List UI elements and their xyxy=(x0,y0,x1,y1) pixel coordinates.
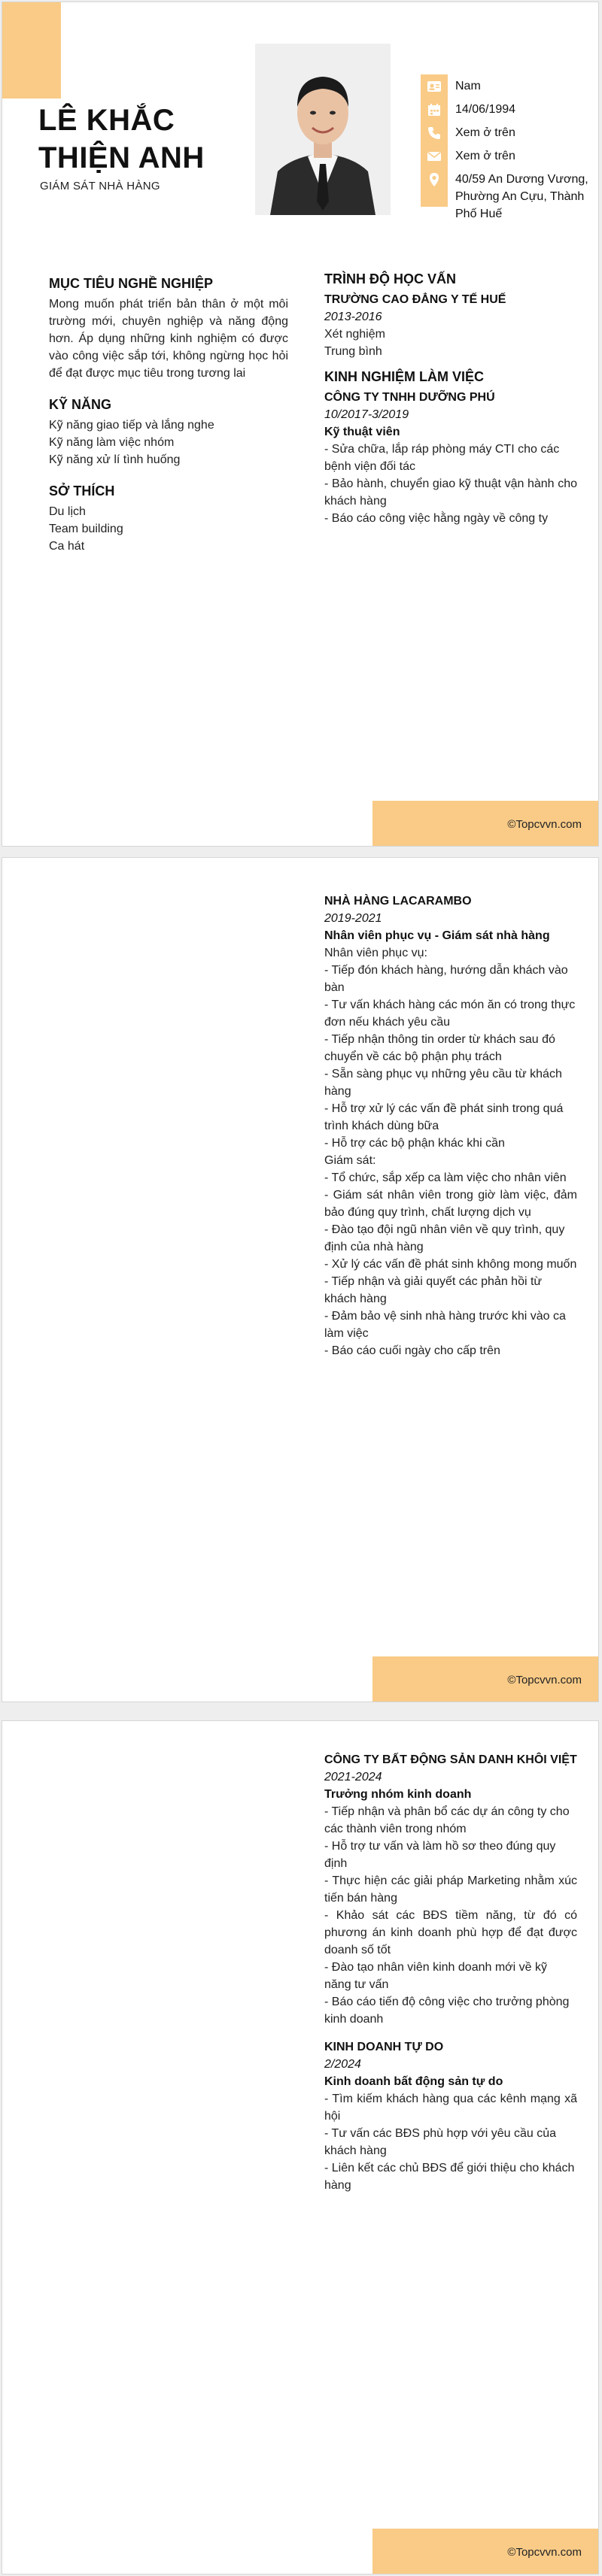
list-item: Kỹ năng xử lí tình huống xyxy=(49,453,181,466)
education-title: TRÌNH ĐỘ HỌC VẤN xyxy=(324,271,456,286)
job-entry xyxy=(324,1751,577,2028)
education-section xyxy=(324,270,577,360)
hobbies-list xyxy=(49,503,288,555)
location-icon xyxy=(427,172,442,187)
list-item: Ca hát xyxy=(49,540,85,553)
list-item: - Bảo hành, chuyển giao kỹ thuật vận hành cho khách hàng xyxy=(324,477,577,508)
hobbies-section xyxy=(49,482,288,555)
list-item: Kỹ năng làm việc nhóm xyxy=(49,436,175,449)
contact-gender: Nam xyxy=(455,80,481,92)
cv-page-1 xyxy=(2,2,599,847)
left-column xyxy=(49,274,288,568)
list-item: - Báo cáo công việc hằng ngày về công ty xyxy=(324,512,549,525)
list-item: - Sẵn sàng phục vụ những yêu cầu từ khách hàng xyxy=(324,1068,562,1098)
list-item: - Hỗ trợ xử lý các vấn đề phát sinh trong quá trình khách dùng bữa xyxy=(324,1102,564,1132)
job-duties xyxy=(324,944,577,1359)
list-item: - Giám sát nhân viên trong giờ làm việc, đảm bảo đúng quy trình, chất lượng dịch vụ xyxy=(324,1189,577,1219)
skills-list xyxy=(49,417,288,468)
job-position: GIÁM SÁT NHÀ HÀNG xyxy=(40,180,160,192)
job-entry xyxy=(324,389,577,527)
education-grade: Trung bình xyxy=(324,345,382,358)
list-item: - Tiếp nhận và giải quyết các phản hồi từ khách hàng xyxy=(324,1275,543,1305)
list-item: Team building xyxy=(49,523,123,535)
list-item: - Báo cáo tiến độ công việc cho trưởng phòng kinh doanh xyxy=(324,1996,570,2026)
footer-brand: ©Topcvvn.com xyxy=(507,2546,582,2559)
list-item: - Thực hiện các giải pháp Marketing nhằm xúc tiến bán hàng xyxy=(324,1874,577,1905)
right-column xyxy=(324,1751,577,2205)
list-item: - Tiếp nhận và phân bổ các dự án công ty cho các thành viên trong nhóm xyxy=(324,1805,570,1835)
list-item: - Báo cáo cuối ngày cho cấp trên xyxy=(324,1344,500,1357)
list-item: - Hỗ trợ tư vấn và làm hồ sơ theo đúng quy định xyxy=(324,1840,556,1870)
contact-email: Xem ở trên xyxy=(455,150,515,162)
right-column xyxy=(324,893,577,1370)
list-item: - Tổ chức, sắp xếp ca làm việc cho nhân viên xyxy=(324,1171,567,1184)
job-company: NHÀ HÀNG LACARAMBO xyxy=(324,895,472,908)
list-item: - Tiếp đón khách hàng, hướng dẫn khách vào bàn xyxy=(324,964,568,994)
hobbies-title: SỞ THÍCH xyxy=(49,483,115,499)
user-icon xyxy=(427,79,442,94)
objective-text: Mong muốn phát triển bản thân ở một môi trường mới, chuyên nghiệp và năng động hơn. Áp dụng những kinh nghiệm có được vào công việc sắp tới, không ngừng học hỏi để đạt được mục tiêu trong tương lai xyxy=(49,298,288,380)
profile-photo-illustration xyxy=(255,44,391,215)
calendar-icon xyxy=(427,102,442,117)
education-major: Xét nghiệm xyxy=(324,328,385,341)
list-item: - Tư vấn các BĐS phù hợp với yêu cầu của khách hàng xyxy=(324,2127,556,2157)
job-period: 2019-2021 xyxy=(324,912,382,925)
profile-photo xyxy=(255,44,391,215)
list-item: - Tiếp nhận thông tin order từ khách sau đó chuyển về các bộ phận phụ trách xyxy=(324,1033,555,1063)
list-item: Du lịch xyxy=(49,505,86,518)
job-role: Nhân viên phục vụ - Giám sát nhà hàng xyxy=(324,929,550,942)
job-role: Kỹ thuật viên xyxy=(324,426,400,438)
job-entry xyxy=(324,893,577,1359)
list-item: - Tìm kiếm khách hàng qua các kênh mạng xã hội xyxy=(324,2093,577,2123)
right-column xyxy=(324,270,577,541)
name-line-1: LÊ KHẮC xyxy=(38,104,175,137)
footer-brand: ©Topcvvn.com xyxy=(507,1674,582,1687)
job-company: CÔNG TY BẤT ĐỘNG SẢN DANH KHÔI VIỆT xyxy=(324,1753,577,1766)
phone-icon xyxy=(427,126,442,141)
list-item: - Đảm bảo vệ sinh nhà hàng trước khi vào ca làm việc xyxy=(324,1310,566,1340)
list-item: - Xử lý các vấn đề phát sinh không mong muốn xyxy=(324,1258,577,1271)
contact-address: 40/59 An Dương Vương, Phường An Cựu, Thành Phố Huế xyxy=(455,173,588,220)
contact-phone: Xem ở trên xyxy=(455,126,515,139)
cv-page-3 xyxy=(2,1720,599,2574)
objective-title: MỤC TIÊU NGHỀ NGHIỆP xyxy=(49,276,214,291)
job-duties xyxy=(324,2090,577,2194)
job-company: KINH DOANH TỰ DO xyxy=(324,2041,444,2053)
list-item: - Khảo sát các BĐS tiềm năng, từ đó có phương án kinh doanh phù hợp để đạt được doanh số tốt xyxy=(324,1909,577,1956)
experience-title: KINH NGHIỆM LÀM VIỆC xyxy=(324,369,485,384)
mail-icon xyxy=(427,149,442,164)
list-item: - Tư vấn khách hàng các món ăn có trong thực đơn nếu khách yêu cầu xyxy=(324,999,576,1029)
job-entry xyxy=(324,2038,577,2194)
name-line-2: THIỆN ANH xyxy=(38,141,205,174)
skills-section xyxy=(49,395,288,468)
list-item: Nhân viên phục vụ: xyxy=(324,947,427,959)
experience-section xyxy=(324,368,577,527)
footer-brand: ©Topcvvn.com xyxy=(507,818,582,831)
accent-corner-block xyxy=(2,2,61,98)
job-role: Kinh doanh bất động sản tự do xyxy=(324,2075,503,2088)
skills-title: KỸ NĂNG xyxy=(49,397,112,412)
job-duties xyxy=(324,441,577,527)
list-item: Kỹ năng giao tiếp và lắng nghe xyxy=(49,419,214,432)
list-item: - Sửa chữa, lắp ráp phòng máy CTI cho các bệnh viện đối tác xyxy=(324,443,560,473)
list-item: - Liên kết các chủ BĐS để giới thiệu cho khách hàng xyxy=(324,2162,575,2192)
job-period: 2021-2024 xyxy=(324,1771,382,1784)
list-item: - Đào tạo đội ngũ nhân viên về quy trình, quy định của nhà hàng xyxy=(324,1223,565,1253)
job-role: Trưởng nhóm kinh doanh xyxy=(324,1788,472,1801)
list-item: - Đào tạo nhân viên kinh doanh mới về kỹ năng tư vấn xyxy=(324,1961,547,1991)
job-period: 10/2017-3/2019 xyxy=(324,408,409,421)
objective-section xyxy=(49,274,288,382)
job-period: 2/2024 xyxy=(324,2058,361,2071)
education-period: 2013-2016 xyxy=(324,311,382,323)
list-item: Giám sát: xyxy=(324,1154,376,1167)
job-duties xyxy=(324,1803,577,2028)
contact-birthday: 14/06/1994 xyxy=(455,103,516,116)
education-school: TRƯỜNG CAO ĐẲNG Y TẾ HUẾ xyxy=(324,293,506,306)
cv-page-2 xyxy=(2,857,599,1702)
job-company: CÔNG TY TNHH DƯỠNG PHÚ xyxy=(324,391,495,404)
list-item: - Hỗ trợ các bộ phận khác khi cần xyxy=(324,1137,505,1150)
candidate-name xyxy=(38,102,264,177)
